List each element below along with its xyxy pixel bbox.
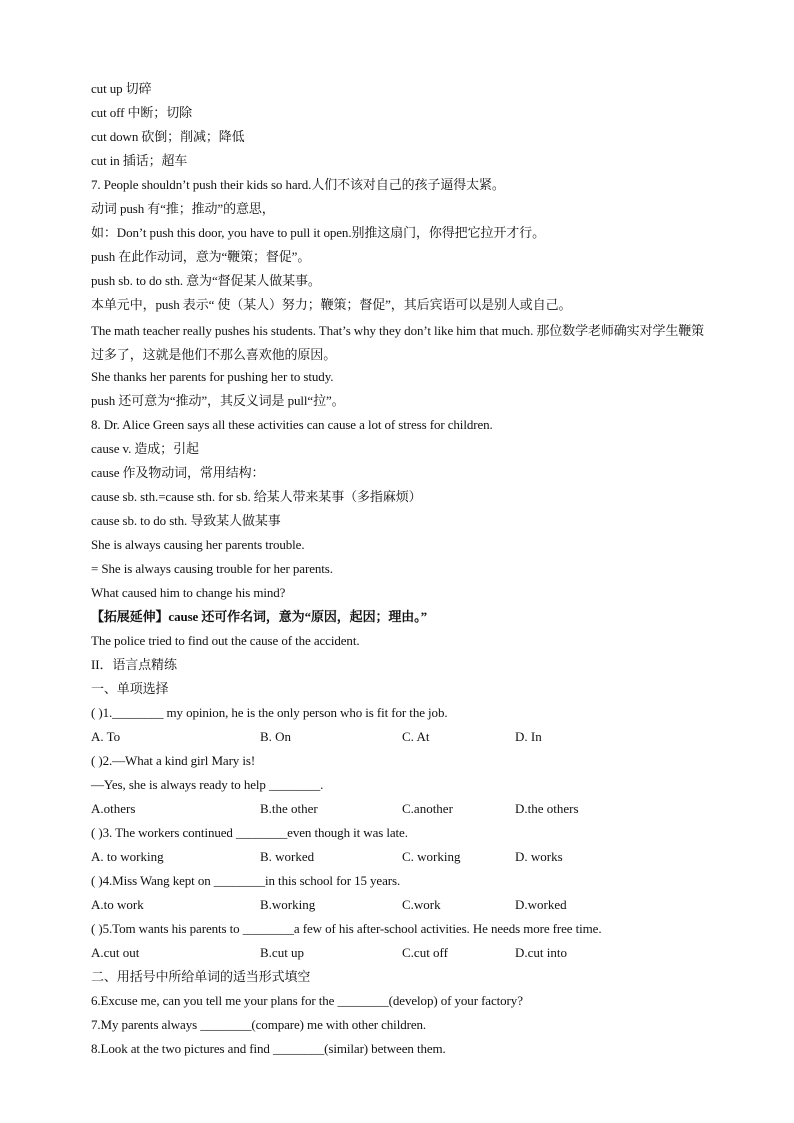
question-2-option-d: D.the others xyxy=(515,801,579,816)
question-2-option-c: C.another xyxy=(402,801,453,816)
question-1-option-a: A. To xyxy=(91,729,121,744)
section-1-heading: 一、单项选择 xyxy=(91,681,169,696)
question-4-option-d: D.worked xyxy=(515,897,567,912)
cause-example-2: = She is always causing trouble for her parents. xyxy=(91,561,333,576)
push-explanation: 动词 push 有“推；推动”的意思， xyxy=(91,201,275,216)
section-2-heading: 二、用括号中所给单词的适当形式填空 xyxy=(91,969,311,984)
question-5-option-a: A.cut out xyxy=(91,945,140,960)
question-3-option-a: A. to working xyxy=(91,849,164,864)
fill-item-8: 8.Look at the two pictures and find ________(similar) between them. xyxy=(91,1041,446,1056)
push-structure: push sb. to do sth. 意为“督促某人做某事。 xyxy=(91,273,321,288)
question-1-stem: ( )1.________ my opinion, he is the only person who is fit for the job. xyxy=(91,705,448,720)
question-5-options xyxy=(91,943,711,967)
push-example-thanks: She thanks her parents for pushing her to study. xyxy=(91,369,334,384)
phrase-cut-in: cut in 插话；超车 xyxy=(91,153,188,168)
question-2-option-b: B.the other xyxy=(260,801,318,816)
question-1-option-b: B. On xyxy=(260,729,292,744)
cause-structure-2: cause sb. to do sth. 导致某人做某事 xyxy=(91,513,281,528)
push-antonym: push 还可意为“推动”，其反义词是 pull“拉”。 xyxy=(91,393,345,408)
cause-example-3: What caused him to change his mind? xyxy=(91,585,286,600)
question-3-stem: ( )3. The workers continued ________even though it was late. xyxy=(91,825,408,840)
question-2-option-a: A.others xyxy=(91,801,136,816)
cause-noun-example: The police tried to find out the cause of the accident. xyxy=(91,633,360,648)
question-2-stem-reply: —Yes, she is always ready to help ________. xyxy=(91,777,324,792)
phrase-cut-up: cut up 切碎 xyxy=(91,81,152,96)
point-8-heading: 8. Dr. Alice Green says all these activities can cause a lot of stress for children. xyxy=(91,417,493,432)
question-3-option-c: C. working xyxy=(402,849,461,864)
fill-item-7: 7.My parents always ________(compare) me with other children. xyxy=(91,1017,427,1032)
question-1-option-d: D. In xyxy=(515,729,542,744)
question-4-option-c: C.work xyxy=(402,897,441,912)
fill-item-6: 6.Excuse me, can you tell me your plans for the ________(develop) of your factory? xyxy=(91,993,523,1008)
point-7-heading: 7. People shouldn’t push their kids so hard.人们不该对自己的孩子逼得太紧。 xyxy=(91,177,505,192)
cause-example-1: She is always causing her parents trouble. xyxy=(91,537,305,552)
question-3-options xyxy=(91,847,711,871)
question-2-options xyxy=(91,799,711,823)
question-3-option-b: B. worked xyxy=(260,849,315,864)
push-meaning: push 在此作动词，意为“鞭策；督促”。 xyxy=(91,249,311,264)
push-unit-note: 本单元中，push 表示“ 使（某人）努力；鞭策；督促”，其后宾语可以是别人或自己。 xyxy=(91,297,572,312)
question-1-options xyxy=(91,727,711,751)
question-1-option-c: C. At xyxy=(402,729,430,744)
question-4-option-a: A.to work xyxy=(91,897,144,912)
document-page xyxy=(91,79,711,1063)
phrase-cut-down: cut down 砍倒；削减；降低 xyxy=(91,129,245,144)
phrase-cut-off: cut off 中断；切除 xyxy=(91,105,193,120)
question-4-options xyxy=(91,895,711,919)
question-5-stem: ( )5.Tom wants his parents to ________a few of his after-school activities. He needs more free time. xyxy=(91,921,602,936)
section-ii-heading: II．语言点精练 xyxy=(91,657,177,672)
question-3-option-d: D. works xyxy=(515,849,563,864)
push-example: 如：Don’t push this door, you have to pull it open.别推这扇门，你得把它拉开才行。 xyxy=(91,225,545,240)
question-5-option-d: D.cut into xyxy=(515,945,567,960)
question-4-stem: ( )4.Miss Wang kept on ________in this school for 15 years. xyxy=(91,873,401,888)
question-5-option-b: B.cut up xyxy=(260,945,305,960)
push-example-math-teacher: The math teacher really pushes his students. That’s why they don’t like him that much. 那位数学老师确实对学生鞭策过多了，这就是他们不那么喜欢他的原因。 xyxy=(91,323,705,362)
question-2-stem: ( )2.—What a kind girl Mary is! xyxy=(91,753,256,768)
question-5-option-c: C.cut off xyxy=(402,945,448,960)
question-4-option-b: B.working xyxy=(260,897,316,912)
cause-structure-1: cause sb. sth.=cause sth. for sb. 给某人带来某事（多指麻烦） xyxy=(91,489,422,504)
cause-definition: cause v. 造成；引起 xyxy=(91,441,199,456)
cause-usage: cause 作及物动词，常用结构： xyxy=(91,465,265,480)
cause-extension-note: 【拓展延伸】cause 还可作名词，意为“原因，起因；理由。” xyxy=(91,609,427,624)
